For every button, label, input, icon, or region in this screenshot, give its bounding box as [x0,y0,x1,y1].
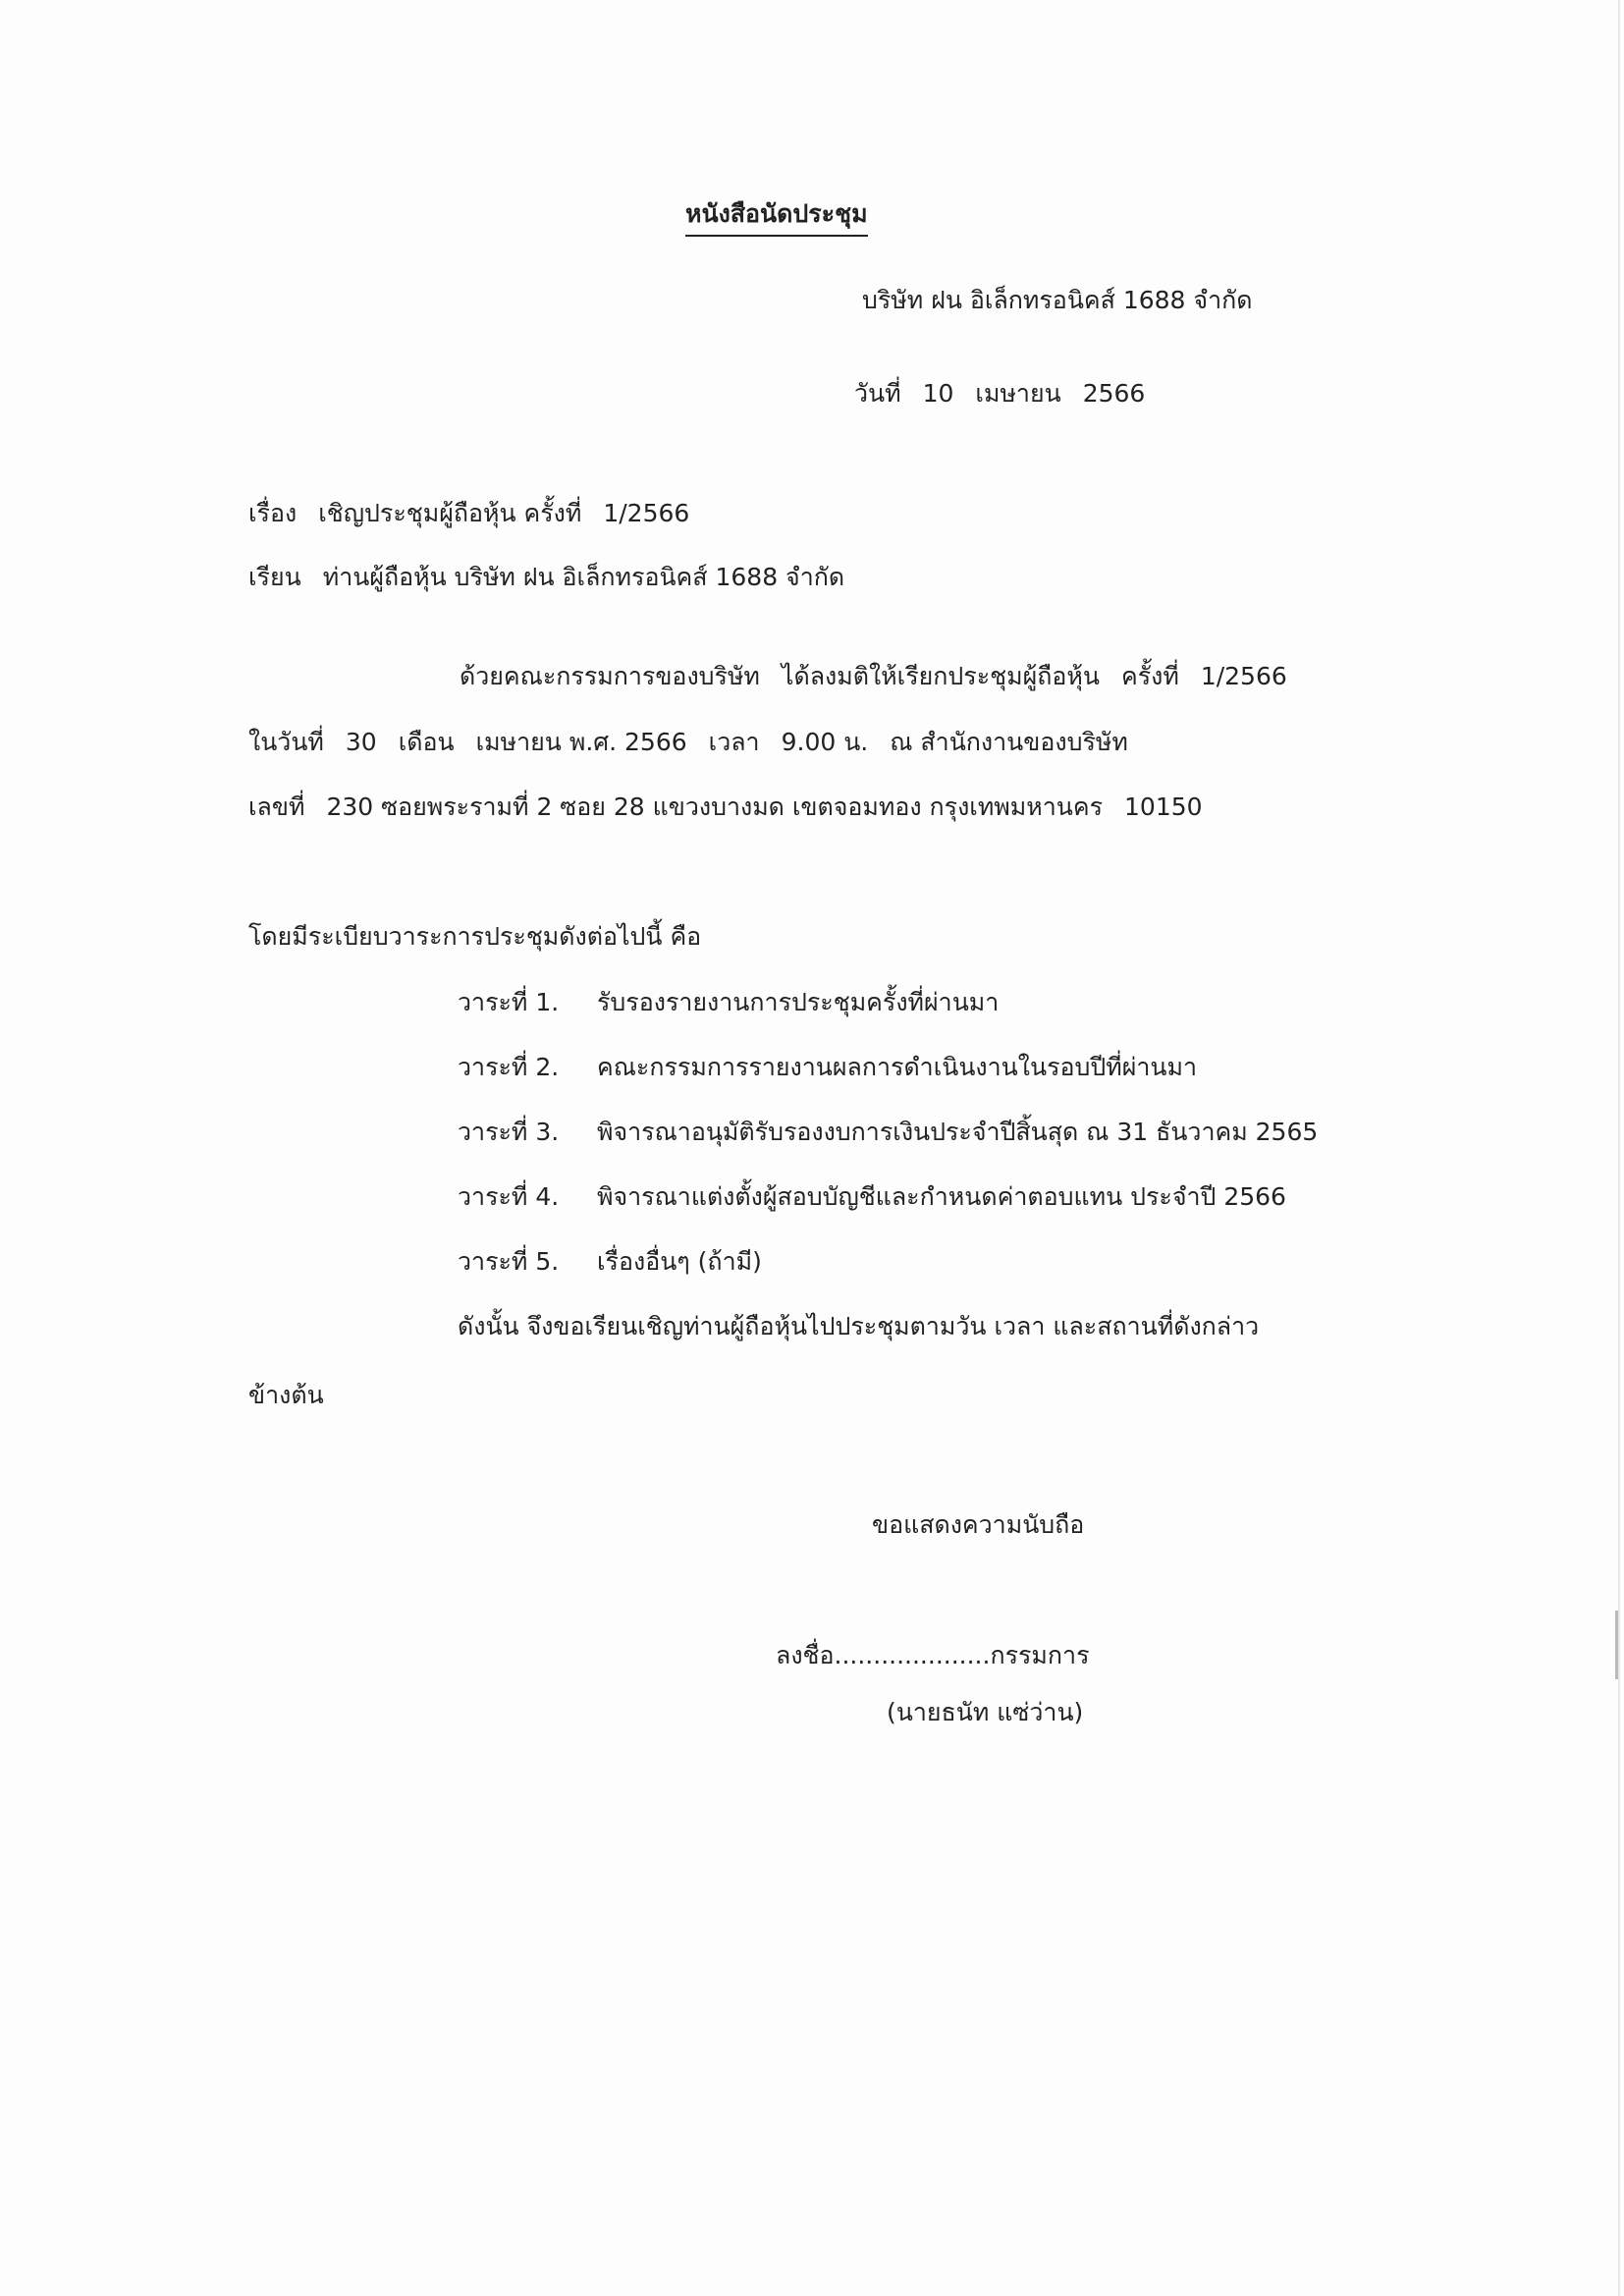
body-board-text: ด้วยคณะกรรมการของบริษัท [460,662,760,690]
body-meeting-label: ครั้งที่ [1120,662,1179,690]
address-postcode: 10150 [1124,793,1203,821]
addressee-label: เรียน [248,563,301,591]
agenda-item-number: วาระที่ 3. [458,1118,560,1146]
agenda-item-number: วาระที่ 2. [458,1053,560,1081]
document-date [854,378,1145,410]
document-title: หนังสือนัดประชุม [685,198,868,237]
agenda-item-number: วาระที่ 5. [458,1247,560,1276]
addressee-line [248,562,844,594]
company-name: บริษัท ฝน อิเล็กทรอนิคส์ 1688 จำกัด [862,286,1253,314]
agenda-item [458,1117,1318,1149]
subject-line [248,498,689,530]
meeting-day: 30 [345,728,377,756]
agenda-item-text: คณะกรรมการรายงานผลการดำเนินงานในรอบปีที่ผ่านมา [597,1053,1198,1081]
subject-number: 1/2566 [603,499,690,527]
body-meeting-number: 1/2566 [1200,662,1287,690]
agenda-item-text: พิจารณาแต่งตั้งผู้สอบบัญชีและกำหนดค่าตอบแทน ประจำปี 2566 [597,1182,1286,1211]
body-resolution-text: ได้ลงมติให้เรียกประชุมผู้ถือหุ้น [781,662,1100,690]
agenda-item [458,1246,762,1279]
address-label: เลขที่ [248,793,305,821]
body-line-3 [248,792,1203,824]
agenda-item [458,1052,1197,1084]
signer-name: (นายธนัท แซ่ว่าน) [887,1698,1084,1726]
address-text: 230 ซอยพระรามที่ 2 ซอย 28 แขวงบางมด เขตจอมทอง กรุงเทพมหานคร [326,793,1104,821]
subject-text: เชิญประชุมผู้ถือหุ้น ครั้งที่ [318,499,582,527]
meeting-month-year: เมษายน พ.ศ. 2566 [475,728,687,756]
meeting-time-label: เวลา [708,728,760,756]
body-line-1 [460,661,1287,693]
date-month: เมษายน [975,379,1061,408]
subject-label: เรื่อง [248,499,298,527]
agenda-item [458,987,999,1019]
agenda-item-number: วาระที่ 1. [458,988,560,1016]
addressee-text: ท่านผู้ถือหุ้น บริษัท ฝน อิเล็กทรอนิคส์ 1688 จำกัด [322,563,845,591]
date-day: 10 [922,379,954,408]
agenda-intro: โดยมีระเบียบวาระการประชุมดังต่อไปนี้ คือ [248,922,702,951]
signature-line: ลงชื่อ....................กรรมการ [776,1641,1090,1669]
date-label: วันที่ [854,379,901,408]
agenda-item-text: เรื่องอื่นๆ (ถ้ามี) [597,1247,762,1276]
scan-edge-mark [1615,1611,1618,1679]
meeting-day-label: ในวันที่ [248,728,324,756]
closing-line-2: ข้างต้น [248,1381,324,1409]
meeting-month-label: เดือน [398,728,455,756]
meeting-time: 9.00 น. [781,728,869,756]
meeting-venue: ณ สำนักงานของบริษัท [890,728,1128,756]
agenda-item-text: พิจารณาอนุมัติรับรองงบการเงินประจำปีสิ้นสุด ณ 31 ธันวาคม 2565 [597,1118,1319,1146]
closing-line-1: ดังนั้น จึงขอเรียนเชิญท่านผู้ถือหุ้นไปประชุมตามวัน เวลา และสถานที่ดังกล่าว [458,1312,1260,1340]
agenda-item [458,1181,1286,1214]
scan-edge [1618,0,1620,2296]
body-line-2 [248,727,1128,759]
agenda-item-text: รับรองรายงานการประชุมครั้งที่ผ่านมา [597,988,1000,1016]
agenda-item-number: วาระที่ 4. [458,1182,560,1211]
date-year: 2566 [1082,379,1146,408]
regards: ขอแสดงความนับถือ [872,1510,1085,1539]
